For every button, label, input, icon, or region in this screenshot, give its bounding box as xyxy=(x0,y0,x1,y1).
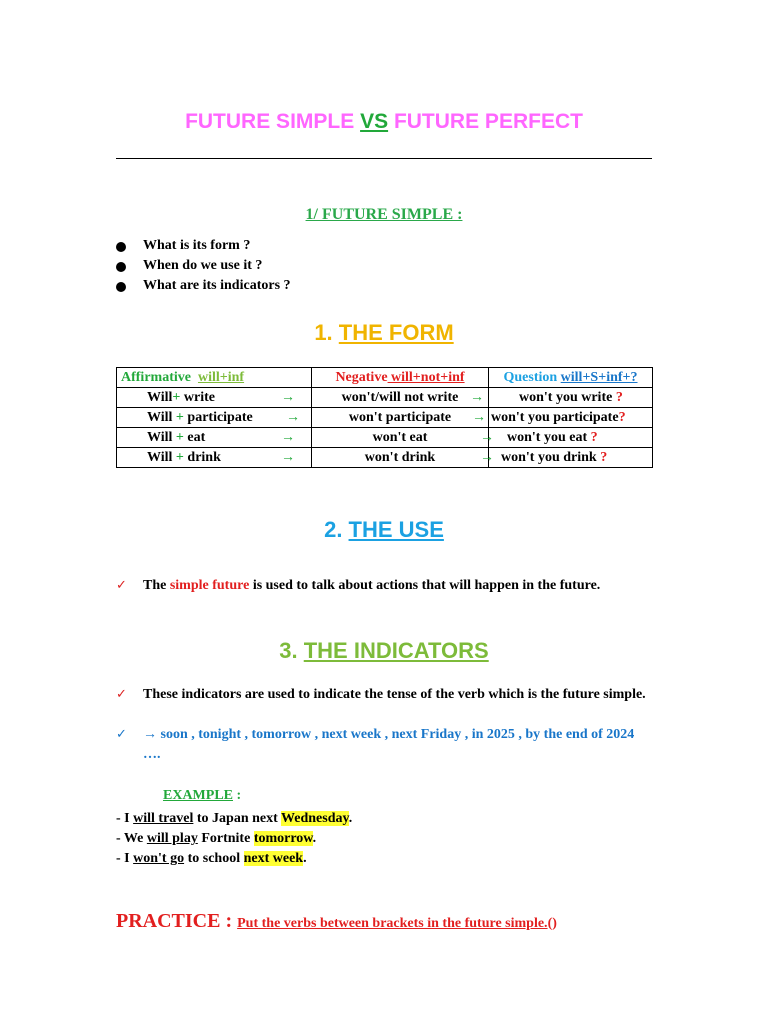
arrow-icon: → xyxy=(143,727,157,742)
affirmative-header: Affirmative will+inf xyxy=(117,368,312,388)
bullet-icon xyxy=(116,242,126,252)
indicators-description: These indicators are used to indicate the tense of the verb which is the future simple. xyxy=(143,687,646,702)
form-table xyxy=(116,367,653,468)
arrow-icon: → xyxy=(281,449,295,465)
indicators-heading: 3. THE INDICATORS xyxy=(279,638,489,663)
use-description: The simple future is used to talk about actions that will happen in the future. xyxy=(143,578,601,593)
check-icon: ✓ xyxy=(116,686,127,701)
example-label: EXAMPLE : xyxy=(163,788,242,803)
table-row: Will + eat → won't eat → won't you eat ? xyxy=(117,428,653,448)
bullet-icon xyxy=(116,282,126,292)
use-heading: 2. THE USE xyxy=(324,517,444,542)
arrow-icon: → xyxy=(281,389,295,405)
table-header-row xyxy=(117,368,653,388)
list-item: What are its indicators ? xyxy=(116,278,676,298)
arrow-icon: → xyxy=(472,409,486,425)
practice-instruction: Put the verbs between brackets in the future simple. xyxy=(237,916,548,931)
indicators-list: → soon , tonight , tomorrow , next week , next Friday , in 2025 , by the end of 2024 …. xyxy=(143,727,635,762)
table-row: Will+ write → won't/will not write → won't you write ? xyxy=(117,388,653,408)
title-part1: FUTURE SIMPLE xyxy=(185,110,355,133)
example-line: - We will play Fortnite tomorrow. xyxy=(116,831,317,846)
page-title xyxy=(0,110,768,134)
example-line: - I won't go to school next week. xyxy=(116,851,307,866)
practice-label: PRACTICE : xyxy=(116,910,238,932)
arrow-icon: → xyxy=(281,429,295,445)
question-header: Question will+S+inf+? xyxy=(489,368,653,388)
section1-heading: 1/ FUTURE SIMPLE : xyxy=(305,206,463,223)
list-item: What is its form ? xyxy=(116,238,676,258)
questions-list xyxy=(116,238,676,298)
arrow-icon: → xyxy=(480,449,494,465)
form-heading: 1. THE FORM xyxy=(314,320,454,345)
list-item: When do we use it ? xyxy=(116,258,676,278)
negative-header: Negative will+not+inf xyxy=(312,368,489,388)
arrow-icon: → xyxy=(286,409,300,425)
title-part2: FUTURE PERFECT xyxy=(393,110,583,133)
example-line: - I will travel to Japan next Wednesday. xyxy=(116,811,353,826)
title-divider xyxy=(116,158,652,159)
practice-section: PRACTICE : Put the verbs between brackets in the future simple.() xyxy=(116,910,557,932)
check-icon: ✓ xyxy=(116,726,127,741)
arrow-icon: → xyxy=(480,429,494,445)
bullet-icon xyxy=(116,262,126,272)
table-row: Will + drink → won't drink → won't you drink ? xyxy=(117,448,653,468)
table-row: Will + participate → won't participate → won't you participate? xyxy=(117,408,653,428)
check-icon: ✓ xyxy=(116,577,127,592)
arrow-icon: → xyxy=(470,389,484,405)
title-vs: VS xyxy=(360,110,389,133)
